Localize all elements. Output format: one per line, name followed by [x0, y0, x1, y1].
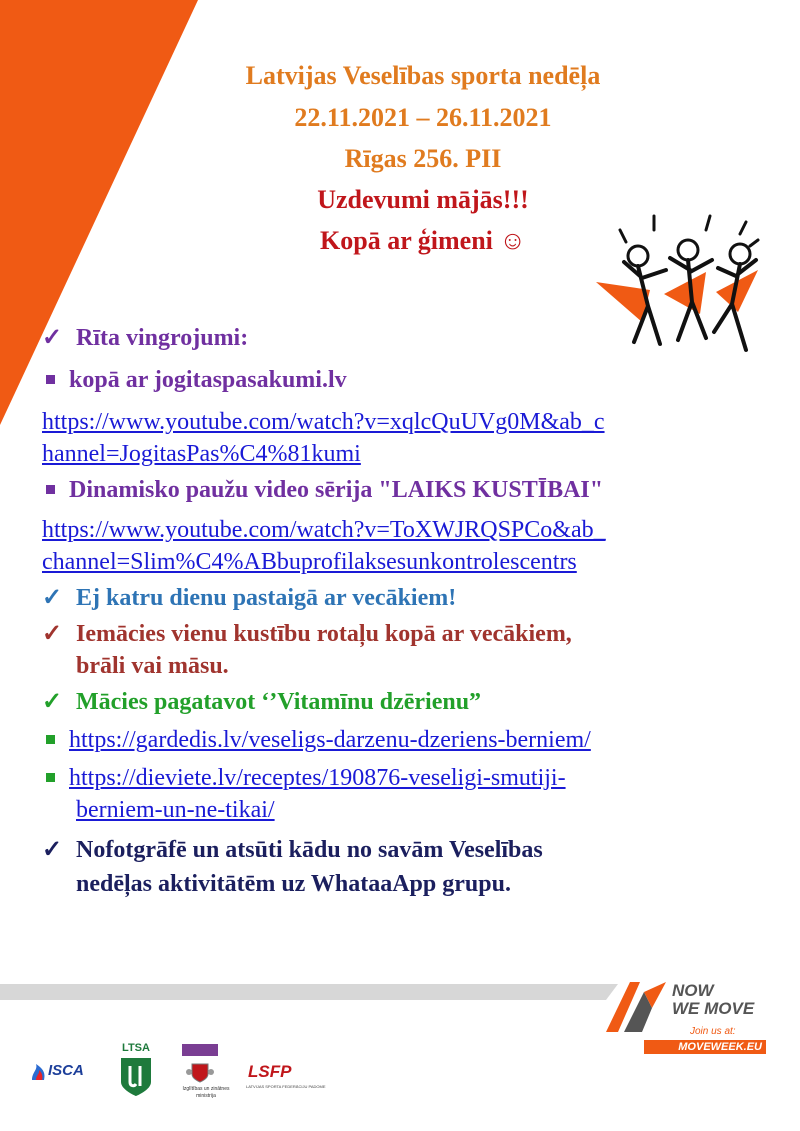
list-item-photo-whatsapp-cont: nedēļas aktivitātēm uz WhataaApp grupu.: [76, 871, 511, 897]
list-item-dieviete: [42, 762, 566, 794]
check-icon: ✓: [42, 689, 63, 715]
square-bullet-icon: [46, 485, 55, 494]
ministry-coat-of-arms-icon: [186, 1060, 214, 1084]
now-we-move-line1: NOW: [672, 981, 714, 1000]
list-item-movement-game: ✓ Iemācies vienu kustību rotaļu kopā ar vecākiem,: [42, 618, 572, 650]
list-item-morning-exercises: ✓ Rīta vingrojumi:: [42, 322, 248, 354]
youtube-link-laiks-kustibai[interactable]: https://www.youtube.com/watch?v=ToXWJRQSPCo&ab_: [42, 517, 606, 543]
list-item-vitamin-drink: ✓ Mācies pagatavot ‘’Vitamīnu dzērienu”: [42, 686, 481, 718]
title-tasks: Uzdevumi mājās!!!: [317, 185, 529, 214]
title-dates: 22.11.2021 – 26.11.2021: [294, 103, 552, 132]
youtube-link-jogitas-cont[interactable]: hannel=JogitasPas%C4%81kumi: [42, 441, 361, 467]
isca-flame-icon: [30, 1062, 48, 1082]
ltsa-shield-icon: [119, 1056, 153, 1098]
check-icon: ✓: [42, 621, 63, 647]
dieviete-link[interactable]: https://dieviete.lv/receptes/190876-veseligi-smutiji-: [69, 765, 566, 791]
ministry-purple-bar: [182, 1044, 218, 1056]
list-item-movement-game-cont: brāli vai māsu.: [76, 653, 229, 679]
youtube-link-laiks-kustibai-cont[interactable]: channel=Slim%C4%ABbuprofilaksesunkontrolescentrs: [42, 549, 577, 575]
youtube-link-jogitas[interactable]: https://www.youtube.com/watch?v=xqlcQuUVg0M&ab_c: [42, 409, 605, 435]
join-us-text: Join us at:: [690, 1026, 736, 1037]
isca-logo: ISCA: [30, 1060, 102, 1086]
now-we-move-logo: [604, 976, 764, 1066]
list-item-walk: ✓ Ej katru dienu pastaigā ar vecākiem!: [42, 582, 456, 614]
square-bullet-icon: [46, 375, 55, 384]
ltsa-logo: LTSA: [116, 1042, 156, 1100]
check-icon: ✓: [42, 837, 63, 863]
now-we-move-arrow-icon: [604, 980, 668, 1034]
title-school: Rīgas 256. PII: [344, 144, 502, 173]
check-icon: ✓: [42, 585, 63, 611]
moveweek-site: MOVEWEEK.EU: [644, 1040, 766, 1054]
square-bullet-icon: [46, 735, 55, 744]
ministry-logo: Izglītības un zinātnes ministrija: [176, 1044, 238, 1104]
gardedis-link[interactable]: https://gardedis.lv/veseligs-darzenu-dzeriens-berniem/: [69, 727, 591, 753]
square-bullet-icon: [46, 773, 55, 782]
list-item-jogitas: kopā ar jogitaspasakumi.lv: [42, 364, 347, 396]
check-icon: ✓: [42, 325, 63, 351]
title-family: Kopā ar ģimeni ☺: [320, 226, 526, 255]
list-item-gardedis: [42, 724, 591, 756]
lsfp-logo: LSFP LATVIJAS SPORTA FEDERĀCIJU PADOME: [246, 1062, 326, 1089]
dieviete-link-cont[interactable]: berniem-un-ne-tikai/: [76, 797, 275, 823]
now-we-move-line2: WE MOVE: [672, 999, 755, 1018]
title-week: Latvijas Veselības sporta nedēļa: [245, 61, 601, 90]
list-item-dynamic-pauses: Dinamisko paužu video sērija "LAIKS KUSTĪBAI": [42, 474, 603, 506]
list-item-photo-whatsapp: ✓ Nofotgrāfē un atsūti kādu no savām Veselības: [42, 834, 543, 866]
dancing-figures-illustration: [590, 210, 770, 360]
